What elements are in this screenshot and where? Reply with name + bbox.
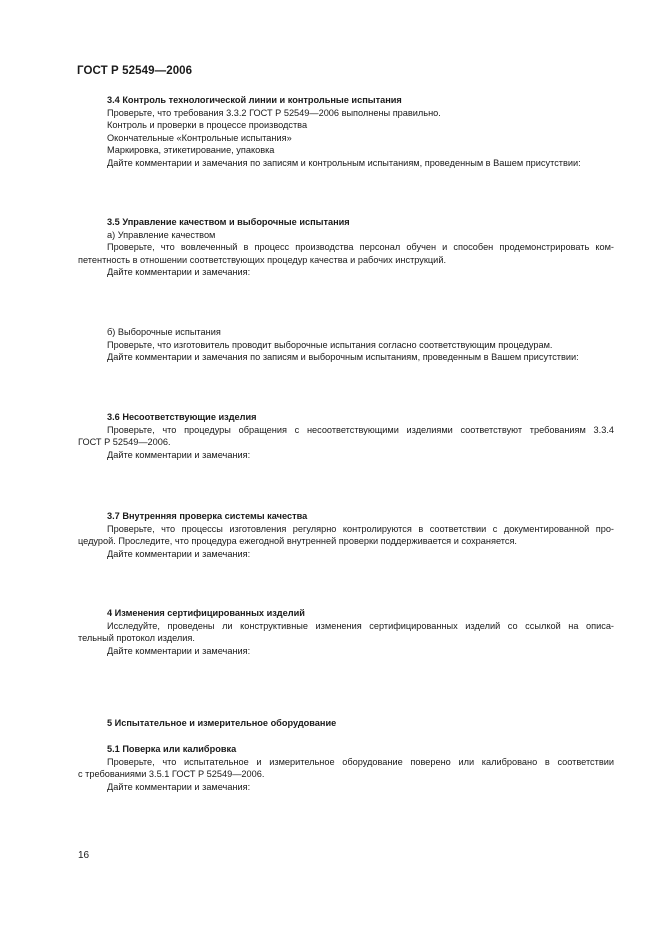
comment-prompt: Дайте комментарии и замечания по записям и контрольным испытаниям, проведенным в Вашем присутствии: bbox=[107, 157, 581, 168]
paragraph-line: Проверьте, что изготовитель проводит выборочные испытания согласно соответствующим процедурам. bbox=[107, 339, 553, 350]
comment-prompt: Дайте комментарии и замечания по записям и выборочным испытаниям, проведенным в Вашем присутствии: bbox=[107, 352, 579, 362]
section-heading: 5 Испытательное и измерительное оборудование bbox=[107, 718, 337, 728]
paragraph-line: Контроль и проверки в процессе производства bbox=[107, 120, 308, 130]
section-3-5-b bbox=[78, 326, 614, 364]
paragraph-line: Проверьте, что процессы изготовления регулярно контролируются в соответствии с документированной про- bbox=[107, 523, 614, 534]
paragraph-line: цедурой. Проследите, что процедура ежегодной внутренней проверки поддерживается и сохраняется. bbox=[78, 536, 517, 546]
paragraph-line: ГОСТ Р 52549—2006. bbox=[78, 437, 171, 447]
paragraph-line: петентность в отношении соответствующих процедур качества и рабочих инструкций. bbox=[78, 254, 446, 265]
subsection-label: а) Управление качеством bbox=[107, 229, 216, 240]
comment-prompt: Дайте комментарии и замечания: bbox=[107, 645, 251, 656]
comment-prompt: Дайте комментарии и замечания: bbox=[107, 267, 251, 277]
subsection-label: б) Выборочные испытания bbox=[107, 327, 221, 337]
comment-prompt: Дайте комментарии и замечания: bbox=[107, 781, 251, 792]
section-5-1 bbox=[78, 743, 614, 793]
paragraph-line: Проверьте, что процедуры обращения с несоответствующими изделиями соответствуют требованиям 3.3.4 bbox=[107, 424, 614, 435]
paragraph-line: тельный протокол изделия. bbox=[78, 633, 195, 643]
section-heading: 3.7 Внутренняя проверка системы качества bbox=[107, 511, 308, 521]
section-3-7 bbox=[78, 510, 614, 560]
section-4 bbox=[78, 607, 614, 657]
document-header: ГОСТ Р 52549—2006 bbox=[77, 65, 193, 77]
paragraph-line: с требованиями 3.5.1 ГОСТ Р 52549—2006. bbox=[78, 769, 265, 779]
section-heading: 3.4 Контроль технологической линии и контрольные испытания bbox=[107, 95, 402, 105]
page-number: 16 bbox=[78, 850, 90, 861]
section-heading: 3.6 Несоответствующие изделия bbox=[107, 412, 257, 422]
paragraph-line: Исследуйте, проведены ли конструктивные изменения сертифицированных изделий со ссылкой на описа- bbox=[107, 620, 614, 631]
paragraph-line: Маркировка, этикетирование, упаковка bbox=[107, 145, 275, 155]
comment-prompt: Дайте комментарии и замечания: bbox=[107, 548, 251, 559]
section-5 bbox=[78, 717, 614, 730]
paragraph-line: Проверьте, что испытательное и измерительное оборудование поверено или калибровано в соответствии bbox=[107, 756, 614, 767]
comment-prompt: Дайте комментарии и замечания: bbox=[107, 449, 251, 460]
subsection-heading: 5.1 Поверка или калибровка bbox=[107, 744, 237, 754]
paragraph-line: Проверьте, что требования 3.3.2 ГОСТ Р 52549—2006 выполнены правильно. bbox=[107, 107, 441, 118]
paragraph-line: Окончательные «Контрольные испытания» bbox=[107, 132, 292, 143]
paragraph-line: Проверьте, что вовлеченный в процесс производства персонал обучен и способен продемонстрировать ком- bbox=[107, 242, 614, 252]
section-heading: 3.5 Управление качеством и выборочные испытания bbox=[107, 217, 350, 227]
section-3-5 bbox=[78, 216, 614, 279]
section-3-4 bbox=[78, 94, 614, 169]
section-3-6 bbox=[78, 411, 614, 461]
section-heading: 4 Изменения сертифицированных изделий bbox=[107, 608, 305, 618]
